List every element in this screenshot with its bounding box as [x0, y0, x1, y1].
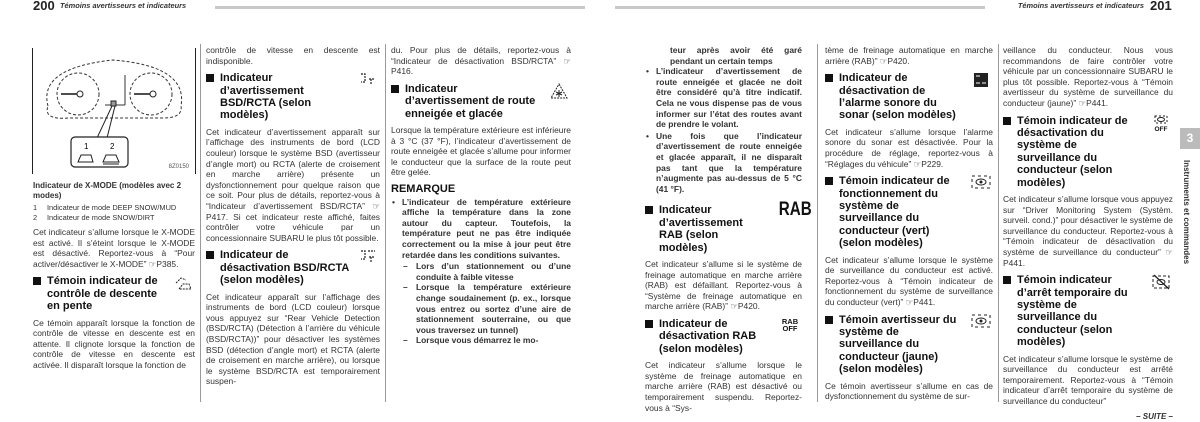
caption-item-number: 2: [33, 212, 38, 222]
icy-road-warning-icon: [547, 83, 571, 102]
heading-text: Indicateur de désactivation de l’alarme sonore du sonar (selon modèles): [839, 72, 956, 122]
dash-mark: –: [403, 261, 408, 272]
dash-text: Lors d’un stationnement ou d’une conduite à faible vitesse: [416, 261, 571, 282]
heading-text: Indicateur de désactivation RAB (selon modèles): [659, 317, 757, 355]
section-heading: [825, 175, 993, 249]
dash-mark: –: [403, 335, 408, 346]
remark-dash-item: [391, 335, 571, 346]
caption-item: [33, 213, 195, 223]
column-divider: [200, 44, 201, 402]
x-mode-figure: [32, 48, 196, 174]
section-heading: [391, 83, 571, 120]
caption-item-text: Indicateur de mode SNOW/DIRT: [47, 212, 155, 222]
caption-item-number: 1: [33, 203, 38, 212]
remark-bullet: • Une fois que l’indicateur d’avertissement de route enneigée et glacée apparaît, il ne disparaît pas tant que la température n’augmente pas au-dessus de 5 °C (41 °F).: [645, 131, 802, 195]
bullet-square-icon: [825, 74, 833, 82]
paragraph: Ce témoin avertisseur s’allume en cas de dysfonctionnement du système de sur-: [825, 380, 993, 402]
heading-text: Indicateur de désactivation BSD/RCTA (selon modèles): [220, 249, 349, 287]
column-divider: [817, 44, 818, 402]
bullet-square-icon: [1003, 117, 1011, 125]
left-page-column-2: [206, 45, 380, 392]
section-heading: [1003, 115, 1173, 189]
dash-mark: –: [403, 282, 408, 293]
paragraph: Cet indicateur d’avertissement apparaît sur l’affichage des instruments de bord (LCD couleur) lorsque le système BSD (avertisseur d’angle mort) ou RCTA (alerte de croisement en marche arrière) présente un dysfonctionnement pour quelque raison que ce soit. Pour plus de détails, reportez-vous à “Indicateur d’avertissement BSD/RCTA” ☞P417. Si cet indicateur reste affiché, faites contrôler votre véhicule par un concessionnaire SUBARU le plus tôt possible.: [206, 126, 380, 243]
heading-text: Témoin indicateur de désactivation du système de surveillance du conducteur (selon modèles): [1017, 114, 1128, 189]
figure-caption: Indicateur de X-MODE (modèles avec 2 modes): [33, 181, 182, 200]
paragraph: Cet indicateur s’allume lorsque le système de surveillance du conducteur est arrêté temporairement. Reportez-vous à “Témoin indicateur d’arrêt temporaire du système de surveillance du conducteur”: [1003, 353, 1173, 406]
paragraph: Lorsque la température extérieure est inférieure à 3 °C (37 °F), l’indicateur d’avertissement de route enneigée et glacée s’allume pour informer le conducteur que la surface de la route peut être gelée.: [391, 125, 571, 178]
paragraph: Cet indicateur s’allume lorsque l’alarme sonore du sonar est désactivée. Pour la procédure de réglage, reportez-vous à “Réglages du véhicule” ☞P229.: [825, 126, 993, 169]
rab-off-icon: [778, 318, 802, 333]
driver-monitoring-paused-icon: [1149, 274, 1173, 293]
dash-text: Lorsque la température extérieure change soudainement (p. ex., lorsque vous entrez ou sortez d’une aire de stationnement souterraine, ou que vous traversez un tunnel): [416, 282, 571, 335]
heading-text: Indicateur d’avertissement de route enneigée et glacée: [405, 82, 536, 120]
paragraph: du. Pour plus de détails, reportez-vous à “Indicateur de désactivation BSD/RCTA” ☞P416.: [391, 45, 571, 77]
heading-text: Témoin indicateur de fonctionnement du système de surveillance du conducteur (vert) (selon modèles): [839, 175, 950, 250]
heading-text: Indicateur d’avertissement RAB (selon modèles): [659, 204, 743, 254]
caption-item: [33, 203, 195, 213]
hill-descent-control-icon: [171, 275, 195, 296]
bullet-square-icon: [825, 177, 833, 185]
paragraph: Ce témoin apparaît lorsque la fonction de contrôle de vitesse en descente est en attente. Il clignote lorsque la fonction de contrôle de vitesse en descente est activée. Il disparaît lorsque la fonction de: [33, 317, 195, 370]
left-page-column-3: [391, 45, 571, 346]
instrument-cluster-illustration: [33, 48, 195, 174]
bullet-square-icon: [206, 251, 214, 259]
header-title-left: Témoins avertisseurs et indicateurs: [60, 1, 187, 10]
bsd-rcta-off-icon: [356, 249, 380, 268]
heading-text: Indicateur d’avertissement BSD/RCTA (selon modèles): [220, 72, 312, 122]
remark-bullet: • L’indicateur d’avertissement de route enneigée et glacée ne doit être considéré qu’à titre indicatif. Cela ne vous dispense pas de vous informer sur l’état des routes avant de prendre le volant.: [645, 66, 802, 130]
bullet-square-icon: [645, 320, 653, 328]
header-title-right: Témoins avertisseurs et indicateurs: [1017, 1, 1144, 10]
figure-code: 8Z0150: [168, 164, 189, 170]
heading-text: Témoin indicateur de contrôle de descente en pente: [47, 275, 158, 313]
paragraph: Cet indicateur s’allume lorsque le système de surveillance du conducteur est activé. Reportez-vous à “Témoin indicateur de fonctionnement du système de surveillance du conducteur (vert)” ☞P441.: [825, 254, 993, 307]
column-divider: [998, 44, 999, 402]
sonar-buzzer-off-icon: [969, 72, 993, 91]
remark-dash-item: [391, 282, 571, 335]
left-page-column-1: [33, 177, 195, 376]
chapter-tab-number: 3: [1180, 128, 1200, 149]
remark-title: REMARQUE: [391, 182, 456, 195]
rab-warning-icon: RAB: [778, 199, 812, 221]
section-heading: [645, 318, 802, 355]
paragraph: Cet indicateur apparaît sur l’affichage des instruments de bord (LCD couleur) lorsque vous appuyez sur “Rear Vehicle Detection (BSD/RCTA) (Détection à l’arrière du véhicule (BSD/RCTA))” pour désactiver les systèmes BSD (détection d’angle mort) et RCTA (alerte de croisement en marche arrière), ou lorsque le système BSD/RCTA est temporairement suspen-: [206, 291, 380, 387]
figure-label-2: 2: [110, 142, 115, 151]
column-divider: [385, 44, 386, 402]
dash-text: Lorsque vous démarrez le mo-: [416, 335, 539, 346]
bullet-square-icon: [391, 85, 399, 93]
bullet-square-icon: [825, 316, 833, 324]
right-page-column-2: [825, 45, 993, 407]
remark-bullet: • L’indicateur de température extérieure affiche la température dans la zone autour du capteur. Toutefois, la température peut ne pas être indiquée correctement ou la mise à jour peut être retardée dans les conditions suivantes.: [391, 197, 571, 261]
bullet-square-icon: [33, 277, 41, 285]
right-page-column-3: [1003, 45, 1173, 422]
section-heading: [825, 314, 993, 376]
section-heading: [206, 72, 380, 122]
page-number-left: 200: [33, 0, 55, 13]
paragraph: Cet indicateur s’allume lorsque le X-MODE est activé. Il s’éteint lorsque le X-MODE est désactivé. Reportez-vous à “Pour activer/désactiver le X-MODE” ☞P385.: [33, 227, 195, 269]
heading-text: Témoin avertisseur du système de surveillance du conducteur (jaune) (selon modèles): [839, 313, 957, 376]
continued-footer: – SUITE –: [1136, 411, 1173, 421]
page-number-right: 201: [1150, 0, 1172, 13]
paragraph: Cet indicateur s’allume lorsque vous appuyez sur “Driver Monitoring System (Systèm. surveil. cond.)” pour désactiver le système de surveillance du conducteur. Reportez-vous à “Témoin indicateur de désactivation du système de surveillance du conducteur” ☞P441.: [1003, 194, 1173, 268]
paragraph: Cet indicateur s’allume lorsque le système de freinage automatique en marche arrière (RAB) est désactivé ou temporairement suspendu. Reportez-vous à “Sys-: [645, 360, 802, 413]
section-heading: [1003, 274, 1173, 348]
driver-monitoring-warning-icon: [969, 314, 993, 331]
bullet-square-icon: [1003, 276, 1011, 284]
heading-text: Témoin indicateur d’arrêt temporaire du système de surveillance du conducteur (selon modèles): [1017, 274, 1128, 349]
caption-item-text: Indicateur de mode DEEP SNOW/MUD: [47, 203, 177, 212]
chapter-tab-title: Instruments et commandes: [1182, 159, 1191, 265]
paragraph: tème de freinage automatique en marche arrière (RAB)” ☞P420.: [825, 45, 993, 66]
section-heading: [206, 249, 380, 286]
section-heading: [33, 275, 195, 312]
bsd-rcta-warning-icon: [356, 72, 380, 89]
off-label: OFF: [1154, 125, 1168, 133]
remark-dash-continuation: teur après avoir été garé pendant un certain temps: [670, 45, 802, 66]
rab-off-line1: RAB: [781, 316, 799, 326]
figure-label-1: 1: [84, 142, 89, 151]
section-heading: [825, 72, 993, 122]
remark-dash-item: [391, 261, 571, 282]
right-page-column-1: [645, 45, 812, 418]
paragraph: veillance du conducteur. Nous vous recommandons de faire contrôler votre véhicule par un concessionnaire SUBARU le plus tôt possible. Reportez-vous à “Témoin avertisseur du système de surveillance du conducteur (jaune)” ☞P441.: [1003, 45, 1173, 108]
rab-off-line2: OFF: [782, 324, 798, 334]
paragraph: Cet indicateur s’allume si le système de freinage automatique en marche arrière (RAB) est défaillant. Reportez-vous à “Système de freinage automatique en marche arrière (RAB)” ☞P420.: [645, 258, 802, 312]
driver-monitoring-off-icon: [1149, 115, 1173, 133]
section-heading: [645, 199, 812, 254]
bullet-square-icon: [206, 74, 214, 82]
header-bar-left: [215, 6, 585, 9]
paragraph: contrôle de vitesse en descente est indisponible.: [206, 45, 380, 66]
driver-monitoring-icon: [969, 175, 993, 192]
header-bar-right: [615, 6, 985, 9]
bullet-square-icon: [645, 206, 653, 214]
